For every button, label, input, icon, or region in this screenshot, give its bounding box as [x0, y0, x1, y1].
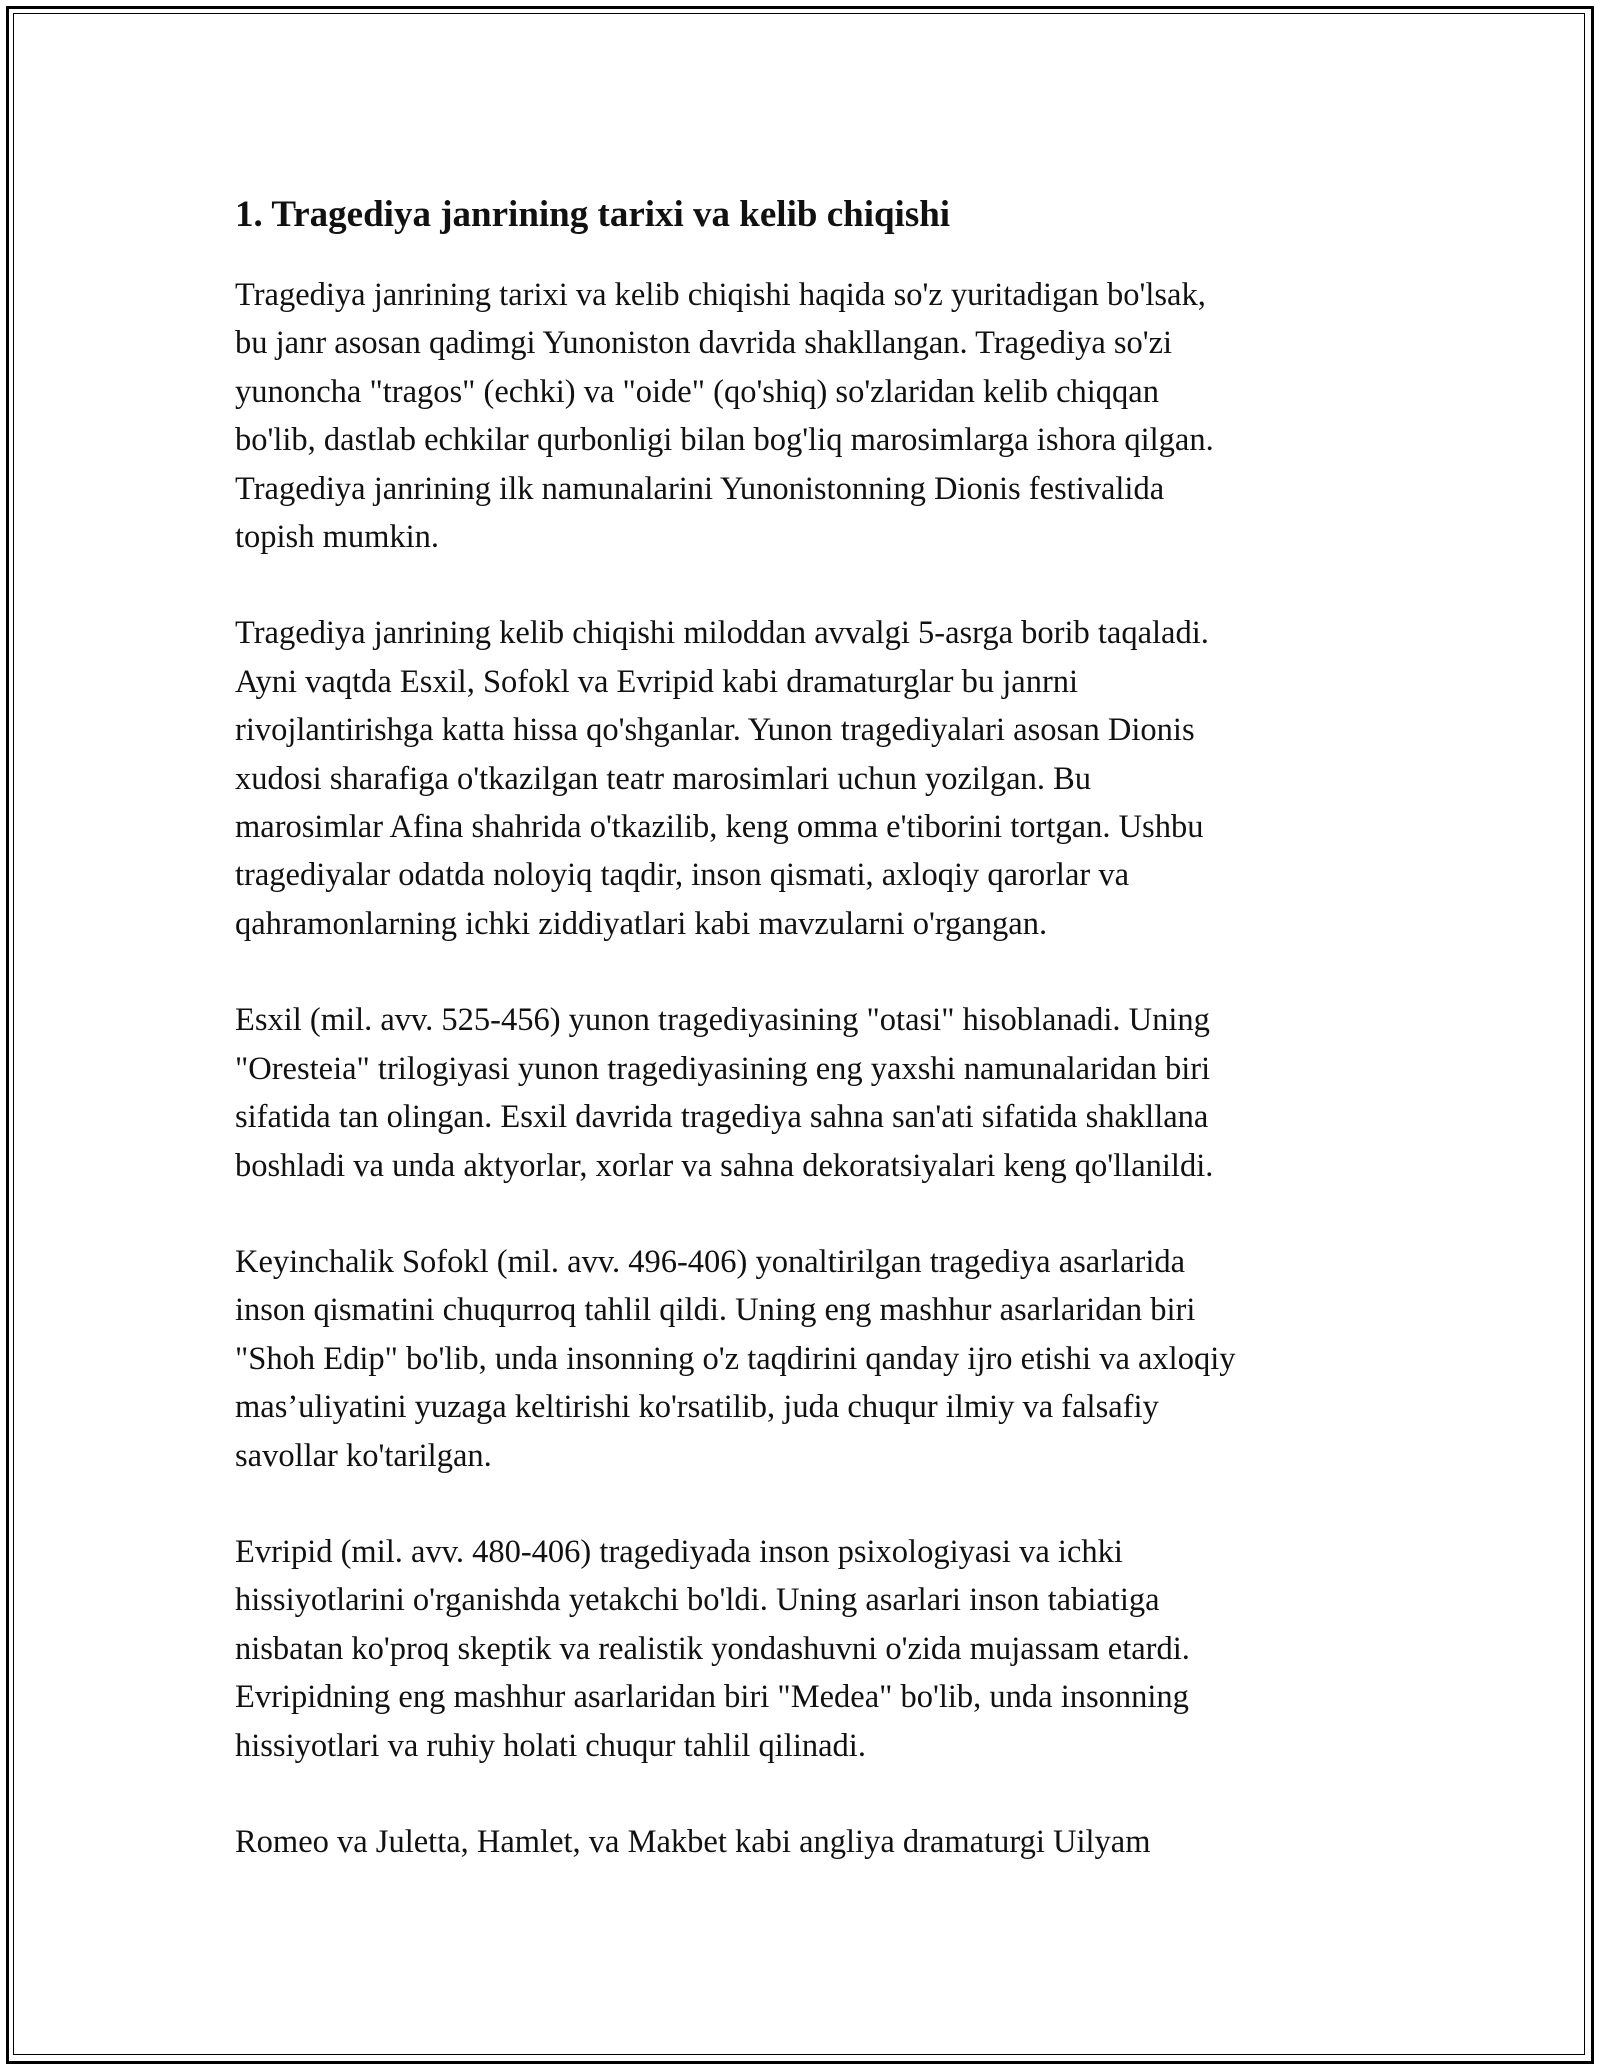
paragraph-fifth-century: Tragediya janrining kelib chiqishi miloddan avvalgi 5-asrga borib taqaladi. Ayni vaqtda Esxil, Sofokl va Evripid kabi dramaturglar bu janrni rivojlantirishga katta hissa qo'shganlar. Yunon tragediyalari asosan Dionis xudosi sharafiga o'tkazilgan teatr marosimlari uchun yozilgan. Bu marosimlar Afina shahrida o'tkazilib, keng omma e'tiborini tortgan. Ushbu tragediyalar odatda noloyiq taqdir, inson qismati, axloqiy qarorlar va qahramonlarning ichki ziddiyatlari kabi mavzularni o'rgangan.: [235, 615, 1209, 942]
paragraph-origin: Tragediya janrining tarixi va kelib chiqishi haqida so'z yuritadigan bo'lsak, bu janr asosan qadimgi Yunoniston davrida shakllangan. Tragediya so'zi yunoncha "tragos" (echki) va "oide" (qo'shiq) so'zlaridan kelib chiqqan bo'lib, dastlab echkilar qurbonligi bilan bog'liq marosimlarga ishora qilgan. Tragediya janrining ilk namunalarini Yunonistonning Dionis festivalida topish mumkin.: [235, 277, 1214, 556]
paragraph-euripides: Evripid (mil. avv. 480-406) tragediyada inson psixologiyasi va ichki hissiyotlarini o'rganishda yetakchi bo'ldi. Uning asarlari inson tabiatiga nisbatan ko'proq skeptik va realistik yondashuvni o'zida mujassam etardi. Evripidning eng mashhur asarlaridan biri "Medea" bo'lib, unda insonning hissiyotlari va ruhiy holati chuqur tahlil qilinadi.: [235, 1533, 1190, 1764]
document-body: [235, 185, 1375, 1914]
paragraph-aeschylus: Esxil (mil. avv. 525-456) yunon tragediyasining "otasi" hisoblanadi. Uning "Oresteia" trilogiyasi yunon tragediyasining eng yaxshi namunalaridan biri sifatida tan olingan. Esxil davrida tragediya sahna san'ati sifatida shakllana boshladi va unda aktyorlar, xorlar va sahna dekoratsiyalari keng qo'llanildi.: [235, 1002, 1214, 1184]
section-heading: 1. Tragediya janrining tarixi va kelib chiqishi: [235, 194, 951, 235]
paragraph-shakespeare: Romeo va Juletta, Hamlet, va Makbet kabi angliya dramaturgi Uilyam: [235, 1823, 1151, 1860]
paragraph-sophocles: Keyinchalik Sofokl (mil. avv. 496-406) yonaltirilgan tragediya asarlarida inson qismatini chuqurroq tahlil qildi. Uning eng mashhur asarlaridan biri "Shoh Edip" bo'lib, unda insonning o'z taqdirini qanday ijro etishi va axloqiy mas’uliyatini yuzaga keltirishi ko'rsatilib, juda chuqur ilmiy va falsafiy savollar ko'tarilgan.: [235, 1243, 1236, 1474]
